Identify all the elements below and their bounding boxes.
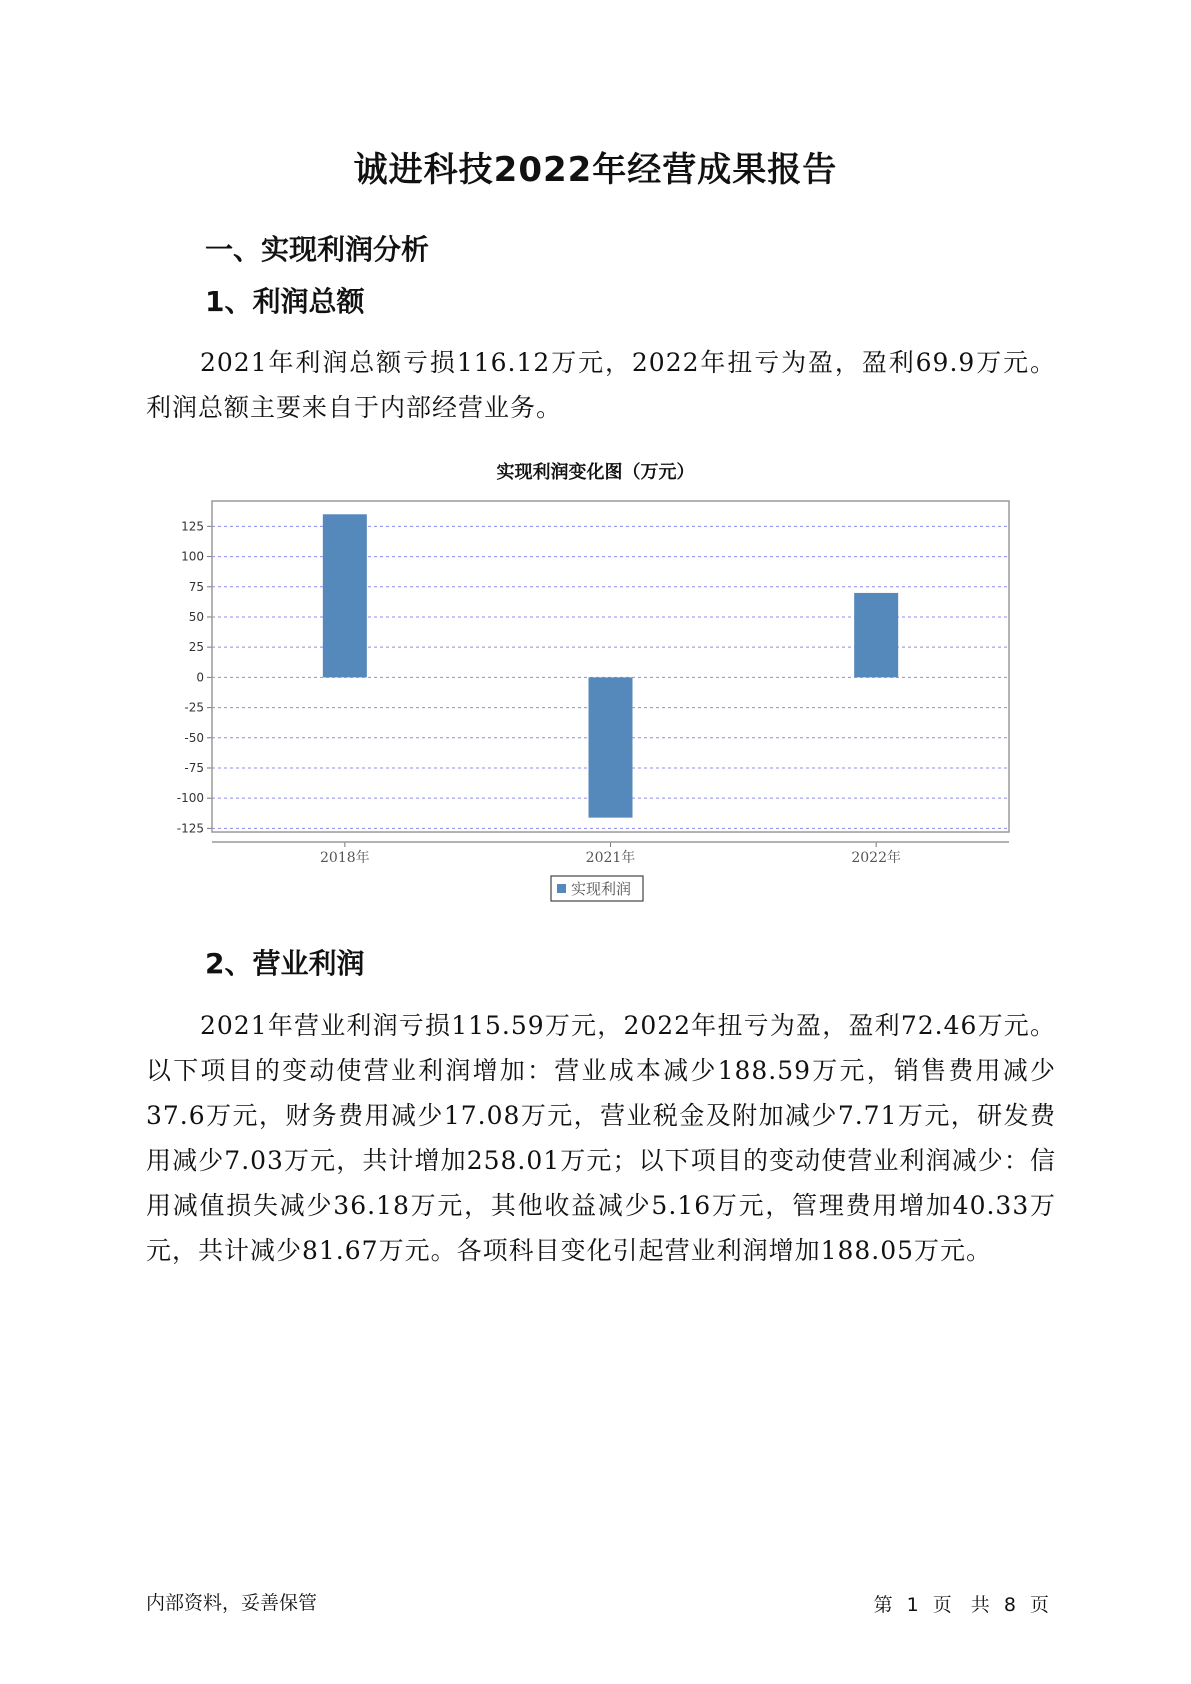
chart-bars — [323, 514, 898, 817]
document-title: 诚进科技2022年经营成果报告 — [353, 150, 838, 190]
subsection-heading-profit-total: 1、利润总额 — [205, 285, 365, 318]
x-tick-label: 2018年 — [320, 850, 370, 866]
page-label-mid: 页 共 — [932, 1594, 990, 1616]
paragraph-profit-total: 2021年利润总额亏损116.12万元，2022年扭亏为盈，盈利69.9万元。利润总额主要来自于内部经营业务。 — [146, 348, 1056, 422]
bar-2022年 — [854, 593, 898, 677]
page-label-prefix: 第 — [873, 1594, 893, 1616]
y-tick-label: 50 — [188, 609, 204, 624]
y-tick-label: -50 — [184, 730, 204, 745]
y-tick-label: 25 — [188, 640, 204, 655]
y-tick-label: 125 — [181, 519, 204, 534]
y-tick-label: -125 — [176, 821, 204, 836]
x-tick-label: 2022年 — [851, 850, 901, 866]
page-label-suffix: 页 — [1029, 1594, 1049, 1616]
page-total: 8 — [1003, 1594, 1016, 1616]
chart-x-tick-labels — [320, 842, 901, 866]
subsection-heading-operating-profit: 2、营业利润 — [205, 947, 365, 980]
legend-swatch — [557, 884, 566, 893]
paragraph-operating-profit: 2021年营业利润亏损115.59万元，2022年扭亏为盈，盈利72.46万元。以下项目的变动使营业利润增加：营业成本减少188.59万元，销售费用减少37.6万元，财务费用减少17.08万元，营业税金及附加减少7.71万元，研发费用减少7.03万元，共计增加258.01万元；以下项目的变动使营业利润减少：信用减值损失减少36.18万元，其他收益减少5.16万元，管理费用增加40.33万元，共计减少81.67万元。各项科目变化引起营业利润增加188.05万元。 — [146, 1011, 1056, 1265]
chart-y-tick-labels — [177, 519, 212, 835]
y-tick-label: -25 — [184, 700, 204, 715]
y-tick-label: -75 — [184, 760, 204, 775]
footer-page-number — [874, 1590, 1049, 1617]
bar-2018年 — [323, 514, 367, 677]
section-heading: 一、实现利润分析 — [205, 233, 430, 266]
x-tick-label: 2021年 — [585, 850, 636, 866]
y-tick-label: 0 — [196, 670, 204, 685]
legend-label: 实现利润 — [571, 880, 632, 898]
footer-confidential-note: 内部资料，妥善保管 — [146, 1592, 318, 1614]
bar-2021年 — [589, 677, 633, 817]
y-tick-label: 100 — [181, 549, 204, 564]
page-current: 1 — [906, 1594, 919, 1616]
y-tick-label: 75 — [188, 579, 204, 594]
chart-legend — [551, 876, 643, 901]
chart-title: 实现利润变化图（万元） — [496, 462, 695, 483]
y-tick-label: -100 — [176, 791, 204, 806]
